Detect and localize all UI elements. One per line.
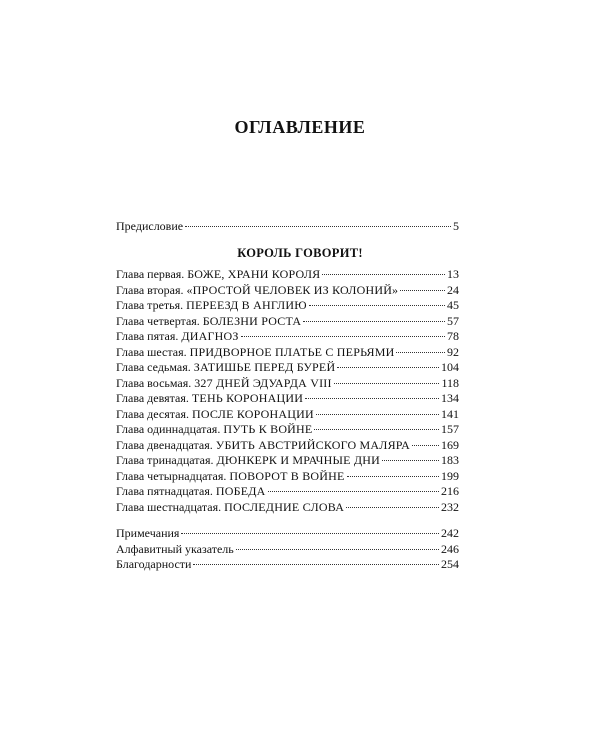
chapter-entry (116, 422, 459, 438)
chapter-entry (116, 345, 459, 361)
chapter-entry (116, 391, 459, 407)
chapter-name: 327 ДНЕЙ ЭДУАРДА VIII (194, 375, 332, 390)
leader-dots (241, 336, 445, 337)
chapter-name: ЗАТИШЬЕ ПЕРЕД БУРЕЙ (193, 360, 336, 374)
chapter-name: ПОВОРОТ В ВОЙНЕ (229, 468, 345, 483)
chapter-entry (116, 360, 459, 376)
chapter-page: 57 (447, 313, 459, 328)
chapter-prefix: Глава одиннадцатая. (116, 422, 221, 436)
chapter-name: БОЛЕЗНИ РОСТА (202, 313, 302, 328)
preface-label: Предисловие (116, 219, 184, 233)
leader-dots (268, 491, 439, 492)
chapter-entry (116, 329, 459, 345)
chapter-prefix: Глава третья. (116, 298, 184, 312)
chapter-title (116, 283, 398, 299)
chapter-entry (116, 267, 459, 283)
chapter-title (116, 469, 345, 485)
chapter-prefix: Глава восьмая. (116, 375, 192, 390)
chapter-prefix: Глава шестая. (116, 344, 187, 359)
chapter-name: ПЕРЕЕЗД В АНГЛИЮ (186, 298, 307, 312)
chapter-entry (116, 453, 459, 469)
chapter-page: 118 (441, 375, 459, 390)
chapter-entry (116, 500, 459, 516)
leader-dots (412, 445, 439, 446)
chapter-prefix: Глава первая. (116, 267, 185, 281)
chapter-prefix: Глава седьмая. (116, 360, 191, 374)
chapter-title (116, 360, 335, 376)
backmatter-label: Примечания (116, 526, 180, 540)
chapter-name: ДЮНКЕРК И МРАЧНЫЕ ДНИ (216, 453, 381, 467)
chapter-title (116, 376, 332, 392)
backmatter-entry (116, 542, 459, 558)
backmatter-entry (116, 526, 459, 542)
chapter-page: 169 (441, 437, 459, 452)
chapter-title (116, 345, 394, 361)
leader-dots (322, 274, 445, 275)
chapter-name: ПУТЬ К ВОЙНЕ (223, 422, 313, 436)
backmatter-page: 254 (441, 557, 459, 571)
leader-dots (400, 290, 445, 291)
chapter-title (116, 438, 410, 454)
leader-dots (382, 460, 439, 461)
leader-dots (396, 352, 445, 353)
chapter-page: 78 (447, 329, 459, 343)
chapter-page: 232 (441, 499, 459, 514)
backmatter-page: 242 (441, 526, 459, 540)
leader-dots (185, 226, 451, 227)
chapter-title (116, 500, 344, 516)
leader-dots (347, 476, 439, 477)
part-title: КОРОЛЬ ГОВОРИТ! (237, 246, 363, 260)
leader-dots (181, 533, 439, 534)
chapter-prefix: Глава четвертая. (116, 313, 200, 328)
leader-dots (305, 398, 439, 399)
chapter-list (116, 267, 459, 515)
leader-dots (314, 429, 439, 430)
leader-dots (303, 321, 445, 322)
chapter-title (116, 391, 303, 407)
chapter-prefix: Глава четырнадцатая. (116, 468, 227, 483)
leader-dots (316, 414, 439, 415)
chapter-name: БОЖЕ, ХРАНИ КОРОЛЯ (187, 267, 321, 281)
chapter-title (116, 314, 301, 330)
toc-row (116, 219, 459, 235)
chapter-prefix: Глава десятая. (116, 406, 189, 421)
page-title: ОГЛАВЛЕНИЕ (234, 117, 366, 137)
chapter-entry (116, 469, 459, 485)
chapter-page: 216 (441, 484, 459, 498)
chapter-page: 92 (447, 344, 459, 359)
chapter-entry (116, 438, 459, 454)
backmatter-page: 246 (441, 541, 459, 556)
backmatter-entry (116, 557, 459, 573)
chapter-name: ТЕНЬ КОРОНАЦИИ (191, 391, 304, 405)
leader-dots (337, 367, 439, 368)
chapter-entry (116, 407, 459, 423)
backmatter-label: Алфавитный указатель (116, 541, 234, 556)
preface-entry (116, 219, 459, 235)
chapter-title (116, 298, 307, 314)
chapter-name: ПОСЛЕ КОРОНАЦИИ (192, 406, 314, 421)
chapter-page: 141 (441, 406, 459, 421)
chapter-page: 183 (441, 453, 459, 467)
chapter-name: ПОБЕДА (215, 484, 266, 498)
leader-dots (309, 305, 445, 306)
chapter-page: 104 (441, 360, 459, 374)
chapter-title (116, 453, 380, 469)
chapter-name: «ПРОСТОЙ ЧЕЛОВЕК ИЗ КОЛОНИЙ» (186, 282, 399, 297)
chapter-prefix: Глава шестнадцатая. (116, 499, 222, 514)
chapter-title (116, 407, 314, 423)
chapter-prefix: Глава вторая. (116, 282, 184, 297)
chapter-title (116, 484, 266, 500)
chapter-name: ПРИДВОРНОЕ ПЛАТЬЕ С ПЕРЬЯМИ (189, 344, 395, 359)
chapter-prefix: Глава пятнадцатая. (116, 484, 213, 498)
chapter-page: 199 (441, 468, 459, 483)
preface-page: 5 (453, 219, 459, 233)
chapter-prefix: Глава пятая. (116, 329, 179, 343)
chapter-title (116, 422, 312, 438)
leader-dots (193, 564, 439, 565)
chapter-entry (116, 298, 459, 314)
chapter-page: 13 (447, 267, 459, 281)
backmatter-label: Благодарности (116, 557, 192, 571)
chapter-name: ПОСЛЕДНИЕ СЛОВА (224, 499, 345, 514)
chapter-page: 24 (447, 282, 459, 297)
chapter-title (116, 329, 239, 345)
chapter-name: ДИАГНОЗ (181, 329, 239, 343)
chapter-prefix: Глава двенадцатая. (116, 437, 213, 452)
chapter-prefix: Глава девятая. (116, 391, 189, 405)
leader-dots (346, 507, 439, 508)
chapter-entry (116, 314, 459, 330)
chapter-entry (116, 376, 459, 392)
chapter-entry (116, 283, 459, 299)
leader-dots (334, 383, 440, 384)
chapter-title (116, 267, 320, 283)
chapter-prefix: Глава тринадцатая. (116, 453, 214, 467)
chapter-entry (116, 484, 459, 500)
leader-dots (236, 549, 439, 550)
chapter-page: 45 (447, 298, 459, 312)
chapter-page: 157 (441, 422, 459, 436)
backmatter-list (116, 526, 459, 573)
chapter-page: 134 (441, 391, 459, 405)
chapter-name: УБИТЬ АВСТРИЙСКОГО МАЛЯРА (215, 437, 410, 452)
